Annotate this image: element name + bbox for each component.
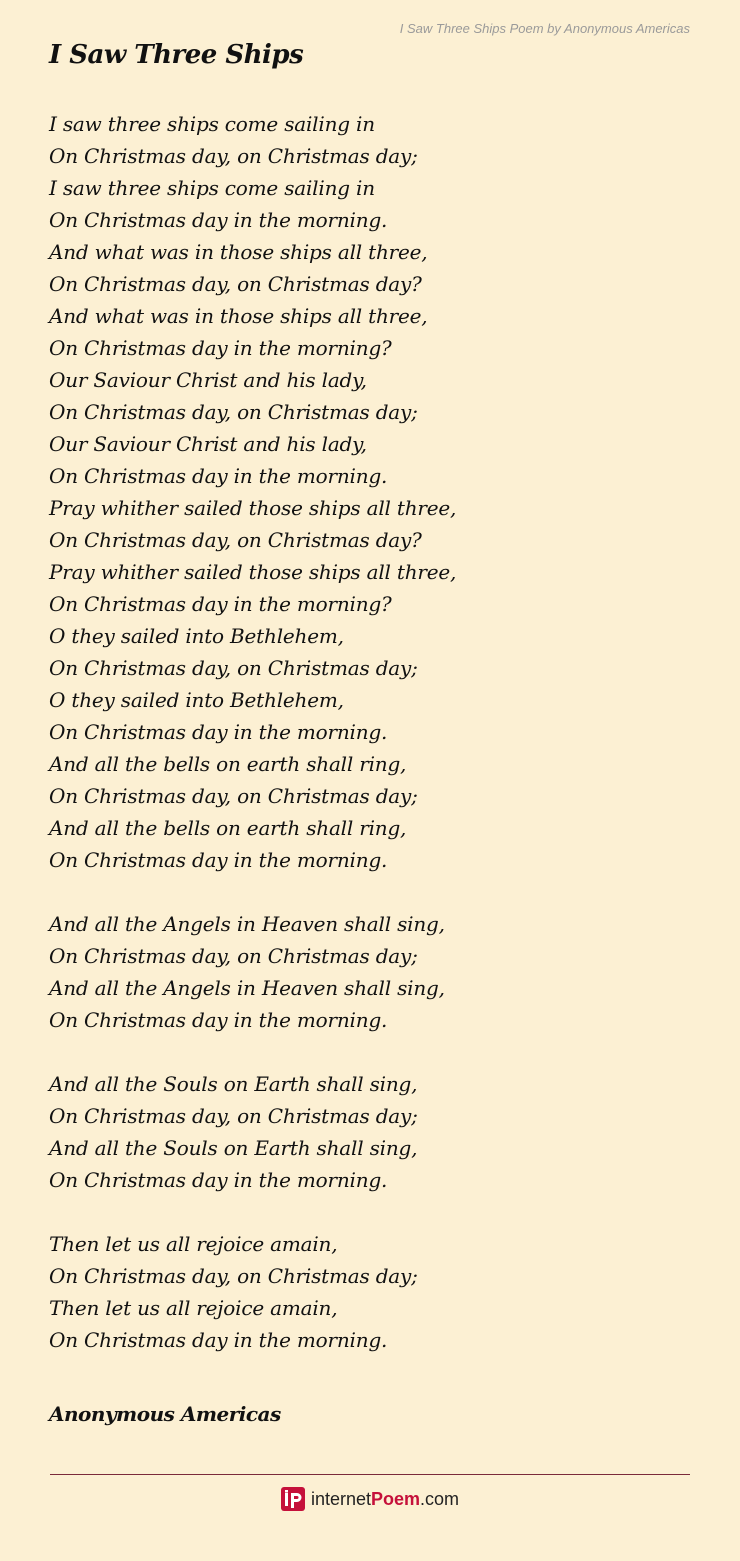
poem-line: On Christmas day in the morning? [49, 336, 392, 360]
poem-author[interactable]: Anonymous Americas [49, 1402, 281, 1426]
poem-line: And all the Angels in Heaven shall sing, [49, 976, 445, 1000]
header-caption: I Saw Three Ships Poem by Anonymous Americas [399, 21, 690, 36]
poem-line: On Christmas day in the morning. [49, 1008, 388, 1032]
ip-logo-icon [281, 1487, 305, 1511]
stanza-gap [49, 876, 689, 908]
poem-line: On Christmas day in the morning. [49, 1328, 388, 1352]
stanza-gap [49, 1036, 689, 1068]
poem-line: I saw three ships come sailing in [49, 112, 375, 136]
poem-line: And all the bells on earth shall ring, [49, 816, 407, 840]
poem-line: I saw three ships come sailing in [49, 176, 375, 200]
brand-text-poem: Poem [371, 1489, 421, 1509]
poem-line: Then let us all rejoice amain, [49, 1296, 338, 1320]
poem-line: On Christmas day, on Christmas day; [49, 1104, 418, 1128]
poem-body [49, 108, 689, 1356]
poem-title: I Saw Three Ships [49, 40, 304, 70]
poem-line: On Christmas day, on Christmas day; [49, 656, 418, 680]
poem-line: On Christmas day, on Christmas day? [49, 272, 422, 296]
poem-line: On Christmas day in the morning. [49, 720, 388, 744]
poem-line: And what was in those ships all three, [49, 304, 428, 328]
poem-line: O they sailed into Bethlehem, [49, 624, 344, 648]
brand-wordmark [311, 1487, 459, 1511]
footer-brand-link[interactable] [0, 1487, 740, 1511]
footer-divider [50, 1474, 690, 1475]
poem-line: Then let us all rejoice amain, [49, 1232, 338, 1256]
poem-line: On Christmas day in the morning. [49, 1168, 388, 1192]
poem-line: And all the Angels in Heaven shall sing, [49, 912, 445, 936]
poem-line: On Christmas day, on Christmas day; [49, 784, 418, 808]
poem-line: On Christmas day, on Christmas day; [49, 400, 418, 424]
poem-line: On Christmas day in the morning? [49, 592, 392, 616]
poem-line: On Christmas day, on Christmas day? [49, 528, 422, 552]
poem-line: And all the bells on earth shall ring, [49, 752, 407, 776]
poem-line: And all the Souls on Earth shall sing, [49, 1136, 418, 1160]
poem-line: And what was in those ships all three, [49, 240, 428, 264]
poem-line: O they sailed into Bethlehem, [49, 688, 344, 712]
poem-line: On Christmas day, on Christmas day; [49, 1264, 418, 1288]
brand-text-internet: internet [310, 1489, 371, 1509]
poem-line: On Christmas day in the morning. [49, 464, 388, 488]
poem-line: Our Saviour Christ and his lady, [49, 432, 367, 456]
brand-text-com: .com [420, 1489, 460, 1509]
poem-line: On Christmas day, on Christmas day; [49, 944, 418, 968]
poem-line: And all the Souls on Earth shall sing, [49, 1072, 418, 1096]
poem-line: Our Saviour Christ and his lady, [49, 368, 367, 392]
poem-line: On Christmas day in the morning. [49, 848, 388, 872]
poem-line: On Christmas day in the morning. [49, 208, 388, 232]
poem-line: Pray whither sailed those ships all three, [49, 560, 457, 584]
stanza-gap [49, 1196, 689, 1228]
poem-line: Pray whither sailed those ships all three, [49, 496, 457, 520]
poem-line: On Christmas day, on Christmas day; [49, 144, 418, 168]
